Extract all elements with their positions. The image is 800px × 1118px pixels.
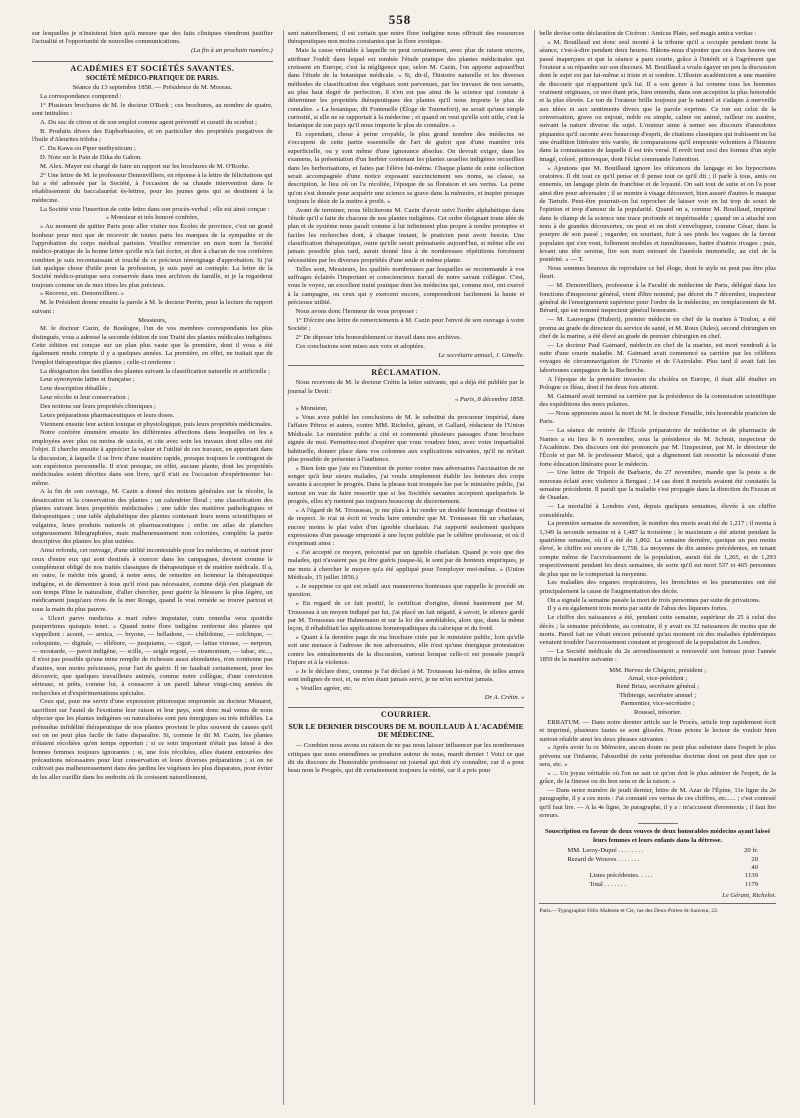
paragraph: Le chiffre des naissances a été, pendant cette semaine, supérieur de 25 à celui des décès ; la semaine précédente, au contraire, il y avait eu 32 naissances de moins que de morts. Pareil fait ne s'était encore présenté qu'au moment où des maladies épidémiques venaient troubler l'accroissement constant et progressif de la population de Londres. bbox=[539, 614, 776, 647]
bureau-member: Roussel, trésorier. bbox=[633, 708, 682, 716]
paragraph: Et cependant, chose à peine croyable, le plus grand nombre des médecins ne s'occupent de cette partie essentielle de l'art de guérir que d'une manière très superficielle, ou y sont même d'une ignorance absolue. On devrait exiger, dans les examens, la présentation d'un herbier contenant les plantes usuelles indigènes recueillies dans les herborisations, et faites par l'élève lui-même. Chaque plante de cette collection serait accompagnée d'une notice exposant succinctement ses noms, sa classe, sa description, le lieu où on l'a récoltée, l'époque de sa floraison et ses vertus. La peine qu'on s'est donnée pour acquérir une science se grave dans la mémoire, et inspire presque toujours le désir de la mettre à profit. » bbox=[287, 131, 525, 205]
paragraph: Nous sommes heureux de reproduire ce bel éloge, dont le style ne peut pas être plus fleuri. bbox=[539, 265, 776, 281]
column-2 bbox=[283, 30, 525, 1105]
divider bbox=[638, 823, 678, 824]
divider bbox=[539, 903, 776, 904]
paragraph: » Vous avez publié les conclusions de M. le substitut du procureur impérial, dans l'affaire Pétroz et autres, contre MM. Richelot, gérant, et Gallard, rédacteur de l'Union Médicale. Le ministère public a cité et commenté plusieurs passages d'une brochure signée de moi. Permettez-moi d'espérer que vous voudrez bien, avec votre impartialité habituelle, donner place dans vos colonnes aux explications suivantes, qu'il ne m'était plus possible de présenter à l'audience. bbox=[287, 414, 525, 463]
paragraph: belle devise cette déclaration de Cicéron : Amicus Plato, sed magis amica veritas : bbox=[539, 30, 757, 37]
paragraph: Ces conclusions sont mises aux voix et adoptées. bbox=[295, 342, 425, 350]
previous-lists-label: Listes précédentes. . . . . bbox=[589, 872, 653, 880]
subscriber-amount: 20 bbox=[751, 855, 758, 863]
paragraph: « M. Bouillaud est donc seul monté à la tribune qu'il a occupée pendant toute la séance, c'est-à-dire pendant deux heures. Hâtons-nous d'ajouter que ces deux heures ont passé inaperçues et que la séance a paru courte, grâce à l'intérêt et à l'agrément que l'orateur a su répandre sur son discours. M. Bouillaud a voulu égayer un peu la discussion dont le sujet est par lui-même si triste et si sombre. L'illustre académicien a une manière de discourir qui n'appartient qu'à lui. Il a son genre à lui comme tous les hommes vraiment originaux, ce mot étant pris, bien entendu, dans son acception la plus honorable et la plus élevée. Le ton de l'orateur brille toujours par le naturel et s'adapte à merveille aux idées et aux sentiments divers que la parole exprime. Ce ton est celui de la conversation, grave ou enjoué, noble ou simple, calme ou animé, railleur ou austère, suivant la nature diverse du sujet. L'orateur aime à semer ses discours d'anecdotes piquantes qu'il raconte avec beaucoup d'esprit, de citations classiques qui trahissent en lui une érudition littéraire très variée, de comparaisons qu'il emprunte volontiers à l'histoire dans la connaissance de laquelle il est très versé. Il revêt tout ceci des formes d'un style imagé, coloré, pittoresque, dont l'éclat commande l'attention. bbox=[539, 38, 776, 163]
paragraph: — Une lettre de Tripoli de Barbarie, du 27 novembre, mande que la peste a de nouveau éclaté avec violence à Bengasi ; 14 cas dont 8 mortels avaient été constatés la semaine précédente. Il paraît que la maladie s'est propagée dans la direction du Fezzan et de Ouadan. bbox=[539, 469, 776, 502]
paragraph: B. Produits divers des Euphorbiacées, et en particulier des propriétés purgatives de l'huile d'Aleurites triloba ; bbox=[32, 127, 273, 144]
paragraph: — Le docteur Paul Gaimard, médecin en chef de la marine, est mort vendredi à la suite d'une courte maladie. M. Gaimard avait commencé sa carrière par les célèbres voyages de circumnavigation de l'Uranie et de l'Astrolabe. Plus tard il avait fait les laborieuses campagnes de la Recherche. bbox=[539, 341, 776, 374]
paragraph: On a signalé la semaine passée la mort de trois personnes par suite de privations. bbox=[547, 596, 761, 604]
reclamation-title: RÉCLAMATION. bbox=[288, 365, 525, 377]
bureau-member: MM. Hervez de Chégoin, président ; bbox=[609, 666, 707, 674]
paragraph: La première semaine de novembre, le nombre des morts avait été de 1,217 ; il monta à 1,349 la seconde semaine et à 1,487 la troisième ; le maximum a été atteint pendant la quatrième semaine, où il a été de 1,802. La semaine dernière, quoique un peu moins élevé, le chiffre est encore de 1,758. La moyenne de dix années précédentes, en tenant compte même de l'accroissement de la population, aurait été de 1,265, et de 1,293 respectivement pendant les deux semaines, de sorte qu'il est mort 537 et 465 personnes de plus que ne le comportait la moyenne. bbox=[539, 520, 776, 578]
paragraph: — La séance de rentrée de l'École préparatoire de médecine et de pharmacie de Nantes a eu lieu le 6 novembre, sous la présidence de M. Schmit, inspecteur de l'Académie. Des discours ont été prononcés par M. l'inspecteur, par M. le directeur de l'École et par M. le professeur Marcé, qui a dignement fait ressortir la nécessité d'une forte éducation littéraire pour le médecin. bbox=[539, 427, 776, 468]
paragraph: — Dans notre numéro de jeudi dernier, lettre de M. Azar de l'Épine, 11e ligne du 2e paragraphe, il y a ces mots : J'ai constaté ces vertus de ces chiffres, etc...... ; c'est contesté qu'il faut lire. — A la 4e ligne, 3e paragraphe, il y a : m'accusent d'errements ; il faut lire erreurs. bbox=[539, 787, 776, 820]
paragraph: — M. Denonvilliers, professeur à la Faculté de médecine de Paris, délégué dans les fonctions d'inspecteur général, vient d'être nommé, par décret du 7 décembre, inspecteur général de l'enseignement supérieur pour l'ordre de la médecine, en remplacement de M. Bérard, qui est nommé inspecteur général honoraire. bbox=[539, 282, 776, 315]
gerant-signature: Le Gérant, Richelot. bbox=[722, 891, 776, 899]
reclamation-signature: Dr A. Crétin. » bbox=[484, 693, 525, 701]
paragraph: » Monsieur, bbox=[295, 405, 328, 413]
paragraph: » Veuillez agréer, etc. bbox=[295, 685, 353, 693]
paragraph: » En regard de ce fait positif, le certificat d'origine, donné hautement par M. Trousseau à un moyen indiqué par lui, j'ai placé un fait négatif, à savoir, le silence gardé par M. Trousseau sur Hahnemann et sur la loi des semblables, alors que, dans la même leçon, il réhabilitait les applications homœopathiques du calorique et du froid. bbox=[287, 600, 525, 633]
paragraph: Viennent ensuite leur action toxique et physiologique, puis leurs propriétés médicinales. bbox=[40, 420, 273, 428]
subscriber-amount: 20 fr. bbox=[744, 847, 758, 855]
paragraph: Nous recevons de M. le docteur Crétin la lettre suivante, qui a déjà été publiée par le journal le Droit : bbox=[287, 379, 525, 395]
subscription-row bbox=[539, 847, 776, 855]
session-line: Séance du 13 septembre 1858. — Présidence de M. Moreau. bbox=[72, 84, 233, 92]
paragraph: — Combien nous avons eu raison de ne pas nous laisser influencer par les nombreuses critiques que nous entendîmes se produire autour de nous, mardi dernier ! Voici ce que dit du discours de l'honorable professeur un journal qui doit s'y connaître, car il a pour beau nom le Progrès, qui dit certainement toujours la vérité, car il a pris pour bbox=[287, 742, 525, 775]
paragraph: « Ulceri parvo medicina a mari rubro imputatur, cum remedia vera quotidie pauperrimus quisquis tenet. » Quand notre flore indigène renferme des plantes qui s'appellent : aconit, — arnica, — bryone, — belladone, — chélidoine, — colchique, — coloquinte, — digitale, — ellébore, — jusquiame, — ciguë, — laitue vireuse, — nerprun, — moutarde, — pavot indigène, — scille, — seigle ergoté, — stramonium, — tabac, etc..., il n'est pas possible qu'une mine remplie de richesses aussi abondantes, n'en contienne pas d'autres, non moins précieuses, pour l'art de guérir. Il ne faudrait certainement, pour les découvrir, que quelques travailleurs animés, comme notre collègue, d'une conviction sérieuse, et prêts, comme lui, à consacrer à un pareil labeur vingt-cinq années de recherches et d'expérimentations spéciales. bbox=[32, 614, 273, 697]
paragraph: Telles sont, Messieurs, les qualités nombreuses par lesquelles se recommande à vos suffrages éclairés l'important et consciencieux travail de notre savant collègue. C'est, vous le voyez, un excellent traité pratique dont les médecins qui, comme moi, ont exercé à la campagne, ou ceux qui y exercent encore, comprendront facilement la haute et précieuse utilité. bbox=[287, 265, 525, 306]
column-3 bbox=[534, 30, 776, 1105]
paragraph: Leur description détaillée ; bbox=[40, 385, 111, 393]
paragraph: « Après avoir lu ce Mémoire, aucun doute ne peut plus subsister dans l'esprit le plus prévenu sur l'infamie, l'absurdité de cette prétendue doctrine dont on peut dire que ce sera, etc. » bbox=[539, 744, 776, 769]
paragraph: « Monsieur et très honoré confrère, bbox=[105, 214, 199, 222]
paragraph: M. Alex. Mayer est chargé de faire un rapport sur les brochures de M. O'Rorke. bbox=[40, 162, 250, 170]
paragraph: Leur récolte et leur conservation ; bbox=[40, 394, 130, 402]
paragraph: M. le docteur Cazin, de Boulogne, l'un de vos membres correspondants les plus distingués, vous a adressé la seconde édition de son Traité des plantes médicales indigènes. Cette édition est conçue sur un plan plus vaste que la première, dont il vous a été également rendu compte il y a quelques années. La première, en effet, ne traitait que de l'emploi thérapeutique des plantes ; celle-ci renferme : bbox=[32, 325, 273, 366]
paragraph: A la fin de son ouvrage, M. Cazin a donné des notions générales sur la récolte, la dessiccation et la conservation des plantes ; un calendrier floral ; une classification des plantes suivant leurs propriétés médicinales ; une table des matières pathologiques et thérapeutiques ; une table alphabétique des plantes contenant leurs noms scientifiques et vulgaires, leurs produits naturels et pharmaceutiques ; enfin un atlas de planches soigneusement lithographiées, mais malheureusement non coloriées, complète la partie descriptive des plantes les plus usitées. bbox=[32, 488, 273, 546]
letter-date: « Paris, 8 décembre 1858. bbox=[454, 396, 525, 404]
paragraph: 2° De déposer très honorablement ce travail dans nos archives. bbox=[295, 333, 462, 341]
paragraph: — La Société médicale du 2e arrondissement a renouvelé son bureau pour l'année 1859 de la manière suivante : bbox=[539, 648, 776, 664]
paragraph: Avant de terminer, nous féliciterons M. Cazin d'avoir suivi l'ordre alphabétique dans l'étude qu'il a faite de chacune de nos plantes indigènes. Cet ordre éloignant toute idée de plan et de système nous paraît comme à lui infiniment plus propre à rendre promptes et faciles les recherches dont, à chaque instant, le praticien peut avoir besoin. Une classification thérapeutique, outre qu'elle serait prématurée aujourd'hui, si même elle est jamais possible plus tard, aurait donné lieu à de nombreuses répétitions forcément nécessitées par les diverses propriétés d'une seule et même plante. bbox=[287, 206, 525, 264]
subscription-row bbox=[539, 856, 776, 864]
paragraph: Leur synonymie latine et française ; bbox=[40, 376, 135, 384]
paragraph: « Ajoutons que M. Bouillaud ignore les réticences du langage et les hypocrisies oratoires. Il dit tout ce qu'il pense et il pense tout ce qu'il dit ; il parle à tous, amis ou ennemis, un langage plein de franchise et de loyauté. On sait tout de suite et on l'a pour ainsi dire pour adversaire ; il se montre à visage découvert, bien assuré d'autres le masque de Tartufe. Peut-être pourrait-on lui reprocher de laisser voir en lui trop de souci de l'opinion et trop d'amour de la popularité. Quand on a, comme M. Bouillaud, imprimé dans le champ de la science une trace profonde et impérissable ; quand on a attaché son nom à de grandes découvertes, on peut et on doit s'envelopper, comme César, dans la pourpre de son passé ; regarder, en souriant, fuir à ses pieds les vagues de la faveur populaire qui s'en vont, follement mobiles et tumultueuses, battre d'autres rivages ; puis, levant une tête sereine, lire son nom entouré de l'auréole immortelle, au ciel de la postérité. » — T. bbox=[539, 164, 776, 264]
paragraph: La correspondance comprend : bbox=[40, 93, 122, 101]
paragraph: D. Note sur le Pain de Dika du Gabon. bbox=[40, 153, 142, 161]
paragraph: » Au moment de quitter Paris pour aller visiter nos Écoles de province, c'est un grand bonheur pour moi que de recevoir de toutes parts les marques de la sympathie et de l'approbation du corps médical parisien. Veuillez remercier en mon nom la Société médico-pratique de la bonne lettre qu'elle m'a fait écrire, et dire à chacun de vos confrères combien je suis reconnaissant et touché de ce précieux témoignage d'approbation. Si j'ai fait quelque chose d'utile pour la profession, je suis payé au centuple. La lettre de la Société médico-pratique sera conservée dans mes archives de famille, et je la regarderai toujours comme un de mes titres les plus précieux. bbox=[32, 223, 273, 289]
subscription-title: Souscription en faveur de deux veuves de deux honorables médecins ayant laissé leurs femmes et leurs enfants dans la détresse. bbox=[544, 828, 771, 844]
previous-lists-row bbox=[539, 872, 776, 880]
paragraph: M. le Président donne ensuite la parole à M. le docteur Perrin, pour la lecture du rapport suivant : bbox=[32, 299, 273, 315]
paragraph: La Société vote l'insertion de cette lettre dans son procès-verbal ; elle est ainsi conçue : bbox=[40, 205, 270, 213]
bureau-member: Parmentier, vice-secrétaire ; bbox=[620, 700, 695, 708]
page-columns bbox=[32, 30, 776, 1105]
paragraph: Nous avons donc l'honneur de vous proposer : bbox=[295, 307, 418, 315]
continued-note: (La fin à un prochain numéro.) bbox=[191, 47, 273, 55]
paragraph: Leurs préparations pharmaceutiques et leurs doses. bbox=[40, 411, 175, 419]
paragraph: » Quant à la dernière page de ma brochure citée par le ministère public, loin qu'elle soit une menace à l'adresse de nos adversaires, elle n'est qu'une énergique protestation contre les entraînements de la discussion, surtout lorsque celle-ci est poussée jusqu'à l'injure et à la violence. bbox=[287, 634, 525, 667]
section-title: ACADÉMIES ET SOCIÉTÉS SAVANTES. bbox=[32, 61, 273, 73]
paragraph: Ceux qui, pour me servir d'une expression pittoresque empruntée au docteur Munaret, sacrifient sur l'autel de l'exotisme leur raison et leur pays, sont donc mal venus de nous objecter que les plantes indigènes ou naturalisées sont peu énergiques ou très infidèles. La prétendue infidélité thérapeutique de nos plantes provient le plus souvent de causes qu'il est on ne peut plus facile de faire disparaître. Si, comme le dit M. Cazin, les plantes n'étaient récoltées qu'en temps opportun ; si ce soin important n'était pas laissé à des bonnes femmes toujours ignorantes ; si, une fois récoltées, elles étaient entourées des précautions nécessaires pour leur conservation et leurs diverses préparations ; si on ne cultivait pas malheureusement dans des jardins les végétaux les plus disparates, pour éviter de les aller cueillir dans les endroits où ils croissent naturellement, bbox=[32, 698, 273, 781]
paragraph: » A l'égard de M. Trousseau, je me plais à lui rendre un double hommage d'estime et de respect. Je n'ai ni écrit ni voulu faire entendre que M. Trousseau fût un charlatan, encore moins le plat valet d'un ignoble charlatan. J'ai rapporté seulement quelques expressions d'un passage emprunté à une leçon publiée par le célèbre professeur, et où il s'exprimait ainsi : bbox=[287, 506, 525, 548]
subtotal-row bbox=[539, 864, 776, 872]
paragraph: » Bien loin que j'aie eu l'intention de porter contre mes adversaires l'accusation de ne songer qu'à leur sieurs malades, j'ai voulu simplement établir les lenteurs des corps savants à accepter le progrès. Dans la phrase tout tronquée lue par le ministère public, j'ai surtout en vue de faire ressortir que si les Sociétés savantes acceptent quelquefois le progrès, elles n'y mettent pas toujours beaucoup de discernement. bbox=[287, 464, 525, 506]
subscriber-name: Rezard de Wouves . . . . . . . bbox=[567, 855, 640, 863]
secretary-signature: Le secrétaire annuel, J. Gimelle. bbox=[438, 351, 525, 359]
paragraph: — M. Lauvergne (Hubert), premier médecin en chef de la marine à Toulon, a été promu au grade de directeur du service de santé, et M. Roux (Jules), second chirurgien en chef de la marine, a été élevé au grade de premier chirurgien en chef. bbox=[539, 316, 776, 340]
previous-lists-amount: 1139 bbox=[745, 872, 758, 880]
paragraph: A l'époque de la première invasion du choléra en Europe, il était allé étudier en Pologne ce fléau, dont il fut deux fois atteint. bbox=[539, 375, 776, 391]
paragraph: » Je supprime ce qui est relatif aux manœuvres honteuses que rappelle le procédé en question. bbox=[287, 583, 525, 599]
paragraph: 1° Plusieurs brochures de M. le docteur O'Rork ; ces brochures, au nombre de quatre, sont intitulées : bbox=[32, 101, 273, 118]
courrier-heading: SUR LE DERNIER DISCOURS DE M. BOUILLAUD À L'ACADÉMIE DE MÉDECINE. bbox=[288, 721, 524, 739]
paragraph: Messieurs, bbox=[138, 316, 167, 324]
printer-line: Paris.—Typographie Félix Malteste et Cie, rue des Deux-Portes-St-Sauveur, 22. bbox=[539, 908, 719, 915]
erratum: ERRATUM. — Dans notre dernier article sur le Procès, article trop rapidement écrit et imprimé, plusieurs fautes se sont glissées. Nous prions le lecteur de vouloir bien surtout rétablir ainsi les deux phrases suivantes : bbox=[539, 718, 776, 743]
paragraph: » Recevez, etc. Denonvilliers. » bbox=[40, 290, 125, 298]
paragraph: La désignation des familles des plantes suivant la classification naturelle et artificielle ; bbox=[40, 367, 270, 375]
paragraph: Notre confrère énumère ensuite les différentes affections dans lesquelles on les a employées avec plus ou moins de succès, et cite avec soin les travaux dont elles ont été l'objet. Il cherche ensuite à apprécier la valeur et l'utilité de ces travaux, en apportant dans la discussion, à laquelle il se livre d'une manière rapide, presque toujours le contingent de son expérience personnelle. Il n'est presque, en effet, aucune plante, dont les propriétés médicinales soient décrites dans son livre, qu'il n'ait eu l'occasion d'expérimenter lui-même. bbox=[32, 429, 273, 487]
paragraph: Mais la cause véritable à laquelle on peut certainement, avec plus de raison encore, attribuer l'oubli dans lequel est tombée l'étude pratique des plantes médicinales qui croissent en Europe, c'est la négligence que, selon M. Cazin, l'on apporte aujourd'hui dans l'étude de la botanique médicale. « Si, dit-il, l'histoire naturelle et les diverses méthodes de classification des végétaux sont parvenues, par les travaux de nos savants, au plus haut degré de perfection, il n'en est pas ainsi de la science qui consiste à déterminer les propriétés thérapeutiques des plantes qu'il nous importe le plus de connaître. » La botanique, dit Fontenelle (Éloge de Tournefort), ne serait qu'une simple curiosité, si elle ne se rapportait à la médecine ; et quand on veut qu'elle soit utile, c'est la botanique de son pays qu'il nous importe le plus de connaître. » bbox=[287, 47, 525, 130]
page-number: 558 bbox=[388, 12, 412, 27]
bureau-member: René Briau, secrétaire général ; bbox=[616, 683, 700, 691]
paragraph: A. Du suc de citron et de son emploi comme agent préventif et curatif du scorbut ; bbox=[40, 119, 257, 127]
paragraph: sent naturellement, il est certain que notre flore indigène nous offrirait des ressources thérapeutiques non moins constantes que la flore exotique. bbox=[287, 30, 525, 46]
subtotal-amount: 40 bbox=[751, 863, 758, 871]
paragraph: Ainsi refondu, cet ouvrage, d'une utilité incontestable pour les médecins, et surtout pour ceux d'entre eux qui sont destinés à exercer dans les campagnes, devient comme le complément obligé de nos traités classiques de thérapeutique et de matière médicale. Il a, en outre, le mérite très grand, à notre sens, de remettre en honneur la thérapeutique indigène, et de démontrer à tous qu'il n'est pas nécessaire, comme déjà s'en plaignait de son temps Pline le naturaliste, d'aller chercher, pour guérir la blessure la plus légère, un médicament jusqu'aux rives de la mer Rouge, quand le vrai remède se trouve partout et sous la main du plus pauvre. bbox=[32, 547, 273, 613]
total-row bbox=[539, 881, 776, 889]
paragraph: — Nous apprenons aussi la mort de M. le docteur Fenaille, très honorable praticien de Paris. bbox=[539, 409, 776, 426]
bureau-member: Arnal, vice-président ; bbox=[628, 675, 688, 683]
courrier-title: COURRIER. bbox=[288, 707, 525, 719]
society-title: SOCIÉTÉ MÉDICO-PRATIQUE DE PARIS. bbox=[85, 74, 219, 82]
intro-paragraph: sur lesquelles je n'insisterai bien qu'à mesure que des faits cliniques viendront justifier l'actualité et l'opportunité de nouvelles communications. bbox=[32, 30, 273, 46]
paragraph: 1° D'écrire une lettre de remerciements à M. Cazin pour l'envoi de son ouvrage à votre Société ; bbox=[287, 316, 525, 333]
paragraph: Il y a eu également trois morts par suite de l'abus des liqueurs fortes. bbox=[547, 605, 728, 613]
subscriber-name: MM. Leroy-Dupré . . . . . . . . bbox=[567, 847, 644, 855]
paragraph: Des notions sur leurs propriétés chimiques ; bbox=[40, 402, 156, 410]
paragraph: M. Gaimard avait terminé sa carrière par la présidence de la commission scientifique des expéditions des mers polaires. bbox=[539, 392, 776, 409]
total-label: Total . . . . . . . bbox=[589, 880, 626, 888]
paragraph: C. Du Kawa ou Piper methysticum ; bbox=[40, 145, 136, 153]
paragraph: 2° Une lettre de M. le professeur Denonvilliers, en réponse à la lettre de félicitations qui lui a été adressée par la Société, à l'occasion de sa chaude intervention dans le rétablissement du baccalauréat ès-lettres, pour les jeunes gens qui se destinent à la médecine. bbox=[32, 171, 273, 204]
paragraph: — La mortalité à Londres s'est, depuis quelques semaines, élevée à un chiffre considérable. bbox=[539, 503, 776, 519]
column-1 bbox=[32, 30, 273, 1105]
paragraph: « J'ai accepté ce moyen, préconisé par un ignoble charlatan. Quand je vois que des malades, qui n'avaient pas pu être guéris jusque-là, le sont par de honteux empiriques, je me mets à chercher le moyen qu'a été appliqué pour l'employer moi-même. » (Union Médicale, 15 juillet 1856.) bbox=[287, 549, 525, 582]
total-amount: 1179 bbox=[745, 880, 758, 888]
paragraph: » Je le déclare donc, comme je l'ai déclaré à M. Trousseau lui-même, de telles armes sont indignes de moi, et, ne m'en étant jamais servi, je ne m'en servirai jamais. bbox=[287, 667, 525, 684]
paragraph: « ... Un joyau véritable où l'on ne sait ce qu'on doit le plus admirer de l'esprit, de la grâce, de la finesse ou du bon sens et de la raison. » bbox=[539, 769, 776, 786]
bureau-list bbox=[539, 667, 776, 717]
bureau-member: Thibierge, secrétaire annuel ; bbox=[619, 691, 697, 699]
paragraph: Les maladies des organes respiratoires, les bronchites et les pneumonies ont été principalement la cause de l'augmentation des décès. bbox=[539, 579, 776, 595]
